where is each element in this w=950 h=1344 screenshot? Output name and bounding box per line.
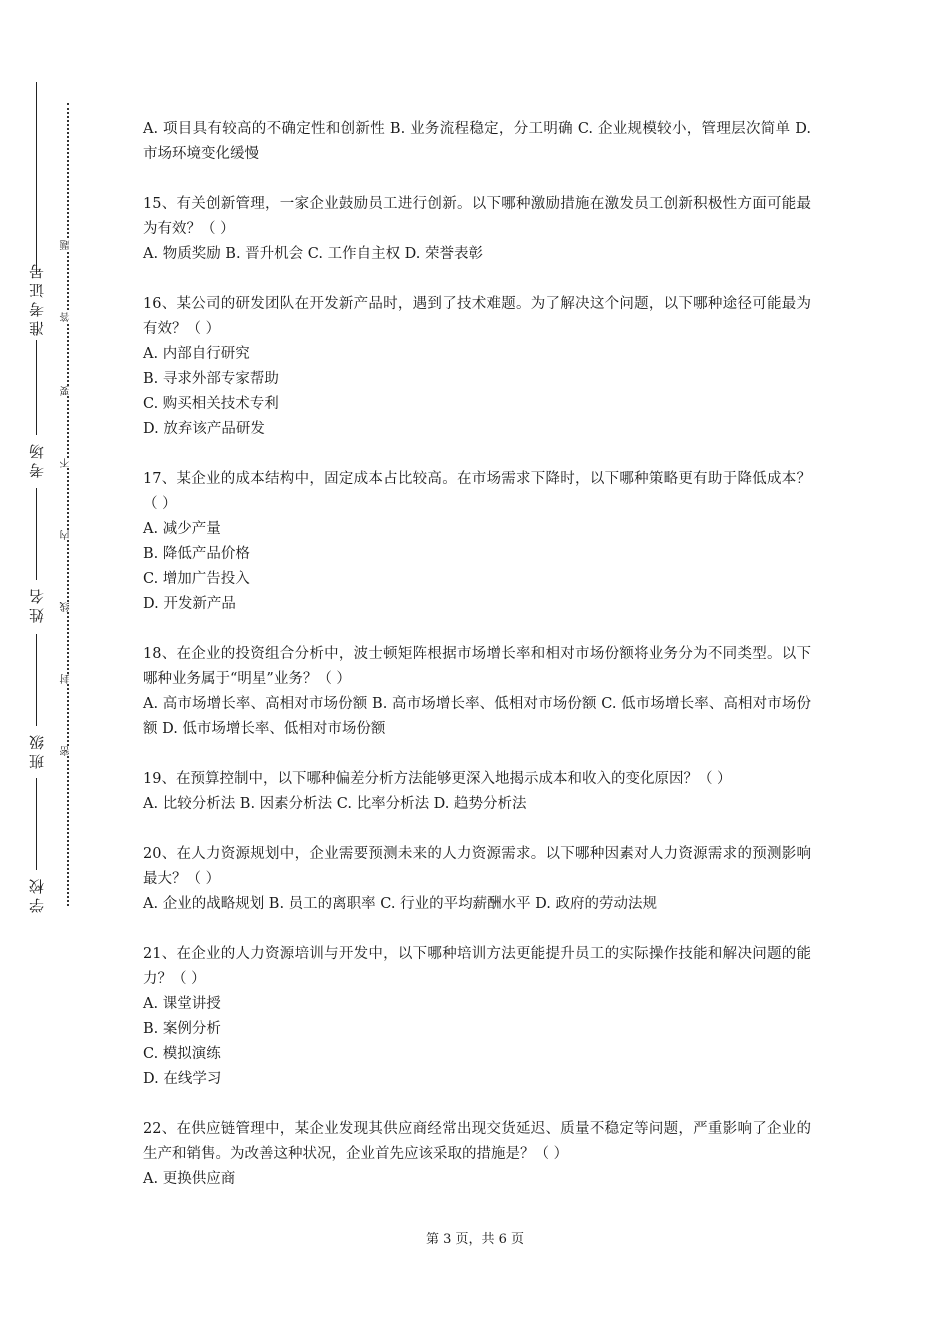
option-c: C. 购买相关技术专利 xyxy=(143,396,279,412)
question-stem: 15、有关创新管理，一家企业鼓励员工进行创新。以下哪种激励措施在激发员工创新积极性方面可能最为有效？（ ） xyxy=(143,196,811,237)
option-b: B. 寻求外部专家帮助 xyxy=(143,371,279,387)
question-list xyxy=(143,117,811,1217)
option-d: D. 在线学习 xyxy=(143,1071,222,1087)
question-options-inline: A. 项目具有较高的不确定性和创新性 B. 业务流程稳定，分工明确 C. 企业规模较小，管理层次简单 D. 市场环境变化缓慢 xyxy=(143,121,811,162)
label-exam-id: 准考证号 xyxy=(28,260,46,336)
question-options-inline: A. 高市场增长率、高相对市场份额 B. 高市场增长率、低相对市场份额 C. 低市场增长率、高相对市场份额 D. 低市场增长率、低相对市场份额 xyxy=(143,696,811,737)
seal-char: 答 xyxy=(59,312,75,322)
page-number: 第 3 页，共 6 页 xyxy=(425,1232,525,1247)
option-c: C. 增加广告投入 xyxy=(143,571,250,587)
option-b: B. 案例分析 xyxy=(143,1021,221,1037)
option-a: A. 更换供应商 xyxy=(143,1171,236,1187)
option-a: A. 课堂讲授 xyxy=(143,996,221,1012)
question-15 xyxy=(143,192,811,267)
question-stem: 17、某企业的成本结构中，固定成本占比较高。在市场需求下降时，以下哪种策略更有助于降低成本？（ ） xyxy=(143,471,811,512)
binding-margin xyxy=(0,0,110,1344)
question-stem: 20、在人力资源规划中，企业需要预测未来的人力资源需求。以下哪种因素对人力资源需求的预测影响最大？（ ） xyxy=(143,846,811,887)
seal-dotted-line xyxy=(67,103,69,906)
seal-char: 不 xyxy=(59,458,75,468)
option-d: D. 开发新产品 xyxy=(143,596,236,612)
question-20 xyxy=(143,842,811,917)
question-stem: 21、在企业的人力资源培训与开发中，以下哪种培训方法更能提升员工的实际操作技能和解决问题的能力？（ ） xyxy=(143,946,811,987)
seal-char: 密 xyxy=(59,746,75,756)
binding-line xyxy=(36,778,37,870)
label-school: 学校 xyxy=(28,875,46,913)
question-stem: 19、在预算控制中，以下哪种偏差分析方法能够更深入地揭示成本和收入的变化原因？（ ） xyxy=(143,771,732,787)
question-16 xyxy=(143,292,811,442)
option-c: C. 模拟演练 xyxy=(143,1046,221,1062)
binding-line xyxy=(36,82,37,274)
seal-char: 封 xyxy=(59,674,75,684)
seal-char: 题 xyxy=(59,240,75,250)
option-b: B. 降低产品价格 xyxy=(143,546,250,562)
binding-line xyxy=(36,340,37,435)
question-14-options xyxy=(143,117,811,167)
seal-char: 线 xyxy=(59,602,75,612)
seal-char: 要 xyxy=(59,386,75,396)
binding-line xyxy=(36,634,37,726)
binding-line xyxy=(36,488,37,580)
question-stem: 22、在供应链管理中，某企业发现其供应商经常出现交货延迟、质量不稳定等问题，严重影响了企业的生产和销售。为改善这种状况，企业首先应该采取的措施是？（ ） xyxy=(143,1121,811,1162)
label-exam-room: 考场 xyxy=(28,440,46,478)
option-a: A. 内部自行研究 xyxy=(143,346,250,362)
question-options-inline: A. 物质奖励 B. 晋升机会 C. 工作自主权 D. 荣誉表彰 xyxy=(143,246,484,262)
question-options-inline: A. 比较分析法 B. 因素分析法 C. 比率分析法 D. 趋势分析法 xyxy=(143,796,527,812)
question-stem: 18、在企业的投资组合分析中，波士顿矩阵根据市场增长率和相对市场份额将业务分为不同类型。以下哪种业务属于“明星”业务？（ ） xyxy=(143,646,811,687)
label-class: 班级 xyxy=(28,731,46,769)
question-22 xyxy=(143,1117,811,1192)
question-19 xyxy=(143,767,811,817)
label-name: 姓名 xyxy=(28,585,46,623)
question-17 xyxy=(143,467,811,617)
question-18 xyxy=(143,642,811,742)
question-options-inline: A. 企业的战略规划 B. 员工的离职率 C. 行业的平均薪酬水平 D. 政府的劳动法规 xyxy=(143,896,658,912)
question-21 xyxy=(143,942,811,1092)
option-a: A. 减少产量 xyxy=(143,521,221,537)
question-stem: 16、某公司的研发团队在开发新产品时，遇到了技术难题。为了解决这个问题，以下哪种途径可能最为有效？（ ） xyxy=(143,296,811,337)
seal-char: 内 xyxy=(59,530,75,540)
option-d: D. 放弃该产品研发 xyxy=(143,421,265,437)
